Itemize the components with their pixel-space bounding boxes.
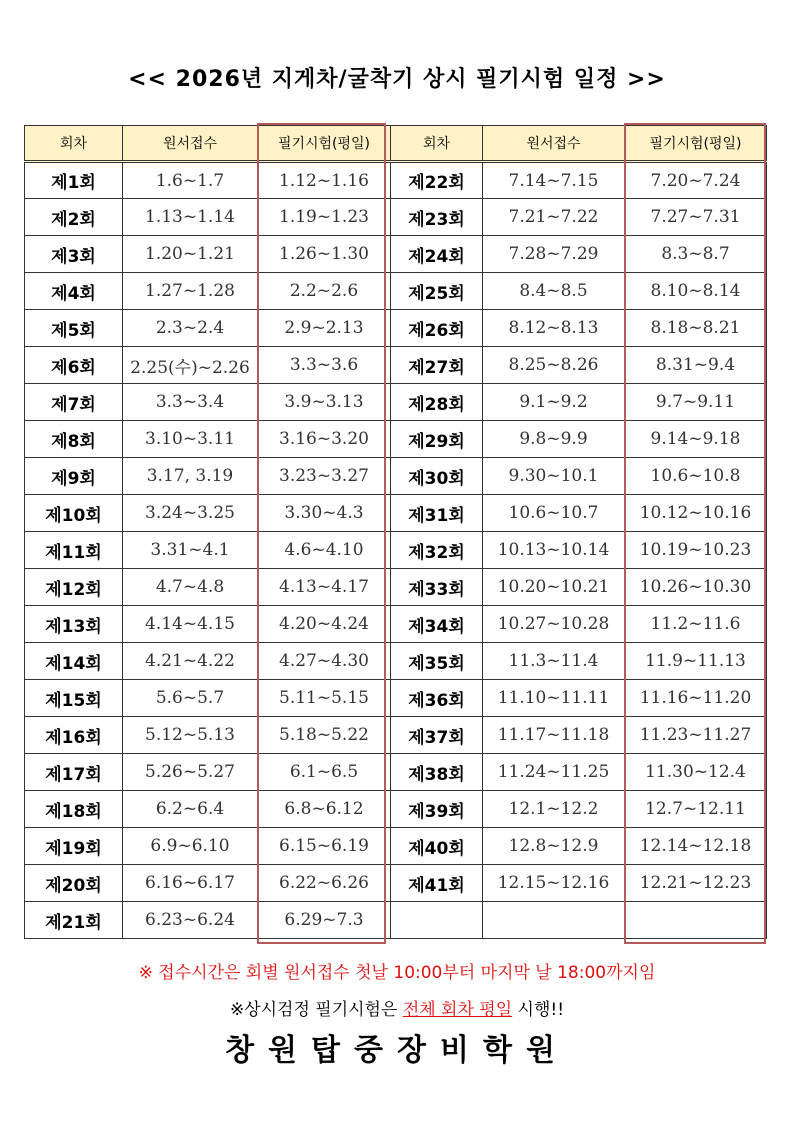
cell-exam-left: 1.19~1.23 (258, 199, 391, 236)
table-row (25, 310, 767, 347)
table-row (25, 162, 767, 199)
cell-exam-right: 8.10~8.14 (625, 273, 767, 310)
schedule-body (25, 162, 767, 939)
header-application-right: 원서접수 (483, 126, 625, 162)
header-exam-right: 필기시험(평일) (625, 126, 767, 162)
cell-round-left: 제11회 (25, 532, 123, 569)
reception-time-note: ※ 접수시간은 회별 원서접수 첫날 10:00부터 마지막 날 18:00까지임 (138, 963, 656, 983)
table-row (25, 495, 767, 532)
cell-exam-left: 4.27~4.30 (258, 643, 391, 680)
cell-exam-left: 5.18~5.22 (258, 717, 391, 754)
cell-round-left: 제16회 (25, 717, 123, 754)
cell-exam-left: 1.26~1.30 (258, 236, 391, 273)
cell-exam-left: 4.13~4.17 (258, 569, 391, 606)
table-row (25, 199, 767, 236)
cell-exam-right: 10.12~10.16 (625, 495, 767, 532)
cell-round-right: 제24회 (391, 236, 483, 273)
cell-exam-right: 10.26~10.30 (625, 569, 767, 606)
cell-round-right: 제32회 (391, 532, 483, 569)
cell-exam-left: 1.12~1.16 (258, 162, 391, 199)
cell-application-left: 3.17, 3.19 (123, 458, 258, 495)
cell-exam-right: 11.16~11.20 (625, 680, 767, 717)
cell-exam-left: 6.29~7.3 (258, 902, 391, 939)
cell-round-right (391, 902, 483, 939)
cell-application-left: 3.24~3.25 (123, 495, 258, 532)
cell-application-right: 10.13~10.14 (483, 532, 625, 569)
cell-round-right: 제29회 (391, 421, 483, 458)
cell-round-right: 제41회 (391, 865, 483, 902)
cell-round-left: 제2회 (25, 199, 123, 236)
cell-application-left: 6.2~6.4 (123, 791, 258, 828)
table-row (25, 458, 767, 495)
cell-application-left: 4.14~4.15 (123, 606, 258, 643)
cell-exam-right: 11.2~11.6 (625, 606, 767, 643)
cell-application-right (483, 902, 625, 939)
cell-exam-left: 3.16~3.20 (258, 421, 391, 458)
academy-name: 창원탑중장비학원 (225, 1033, 569, 1068)
cell-round-left: 제14회 (25, 643, 123, 680)
cell-application-left: 6.9~6.10 (123, 828, 258, 865)
schedule-table (24, 125, 767, 939)
header-application-left: 원서접수 (123, 126, 258, 162)
cell-round-right: 제28회 (391, 384, 483, 421)
cell-application-left: 6.23~6.24 (123, 902, 258, 939)
cell-application-right: 11.3~11.4 (483, 643, 625, 680)
cell-round-right: 제27회 (391, 347, 483, 384)
table-row (25, 717, 767, 754)
table-row (25, 384, 767, 421)
cell-application-left: 5.26~5.27 (123, 754, 258, 791)
cell-round-left: 제13회 (25, 606, 123, 643)
weekday-exam-note (0, 995, 794, 1020)
cell-application-right: 12.1~12.2 (483, 791, 625, 828)
cell-round-right: 제37회 (391, 717, 483, 754)
table-row (25, 273, 767, 310)
cell-application-right: 12.8~12.9 (483, 828, 625, 865)
cell-round-right: 제38회 (391, 754, 483, 791)
cell-round-right: 제22회 (391, 162, 483, 199)
cell-application-right: 7.14~7.15 (483, 162, 625, 199)
cell-application-right: 11.17~11.18 (483, 717, 625, 754)
cell-round-left: 제3회 (25, 236, 123, 273)
cell-exam-left: 6.8~6.12 (258, 791, 391, 828)
weekday-note-suffix: 시행!! (512, 1000, 565, 1020)
cell-round-right: 제25회 (391, 273, 483, 310)
cell-round-right: 제40회 (391, 828, 483, 865)
cell-round-left: 제17회 (25, 754, 123, 791)
cell-exam-right: 9.7~9.11 (625, 384, 767, 421)
cell-application-right: 8.25~8.26 (483, 347, 625, 384)
cell-application-right: 9.30~10.1 (483, 458, 625, 495)
cell-exam-left: 2.2~2.6 (258, 273, 391, 310)
cell-application-left: 4.7~4.8 (123, 569, 258, 606)
cell-application-left: 2.3~2.4 (123, 310, 258, 347)
cell-exam-right: 11.23~11.27 (625, 717, 767, 754)
cell-exam-left: 4.6~4.10 (258, 532, 391, 569)
cell-round-right: 제26회 (391, 310, 483, 347)
cell-exam-right: 10.19~10.23 (625, 532, 767, 569)
cell-round-right: 제31회 (391, 495, 483, 532)
cell-round-left: 제10회 (25, 495, 123, 532)
header-round-left: 회차 (25, 126, 123, 162)
cell-application-left: 1.6~1.7 (123, 162, 258, 199)
cell-exam-right: 8.31~9.4 (625, 347, 767, 384)
table-row (25, 791, 767, 828)
cell-application-right: 7.21~7.22 (483, 199, 625, 236)
cell-application-left: 2.25(수)~2.26 (123, 347, 258, 384)
header-round-right: 회차 (391, 126, 483, 162)
cell-exam-left: 3.3~3.6 (258, 347, 391, 384)
weekday-note-prefix: ※상시검정 필기시험은 (229, 1000, 403, 1020)
table-row (25, 532, 767, 569)
cell-application-right: 8.12~8.13 (483, 310, 625, 347)
table-header-row (25, 126, 767, 162)
cell-round-left: 제21회 (25, 902, 123, 939)
cell-round-left: 제18회 (25, 791, 123, 828)
cell-application-left: 1.27~1.28 (123, 273, 258, 310)
cell-application-right: 8.4~8.5 (483, 273, 625, 310)
cell-application-left: 3.10~3.11 (123, 421, 258, 458)
cell-round-right: 제35회 (391, 643, 483, 680)
cell-application-right: 10.6~10.7 (483, 495, 625, 532)
cell-round-left: 제15회 (25, 680, 123, 717)
cell-exam-right: 12.21~12.23 (625, 865, 767, 902)
cell-exam-right: 8.3~8.7 (625, 236, 767, 273)
cell-round-left: 제6회 (25, 347, 123, 384)
cell-exam-right: 12.7~12.11 (625, 791, 767, 828)
cell-application-left: 3.3~3.4 (123, 384, 258, 421)
cell-exam-right: 7.20~7.24 (625, 162, 767, 199)
cell-round-left: 제9회 (25, 458, 123, 495)
cell-application-left: 4.21~4.22 (123, 643, 258, 680)
cell-application-right: 9.8~9.9 (483, 421, 625, 458)
cell-application-left: 1.20~1.21 (123, 236, 258, 273)
cell-round-right: 제34회 (391, 606, 483, 643)
cell-exam-left: 3.30~4.3 (258, 495, 391, 532)
page-title: << 2026년 지게차/굴착기 상시 필기시험 일정 >> (128, 67, 666, 92)
weekday-note-highlight: 전체 회차 평일 (402, 1000, 513, 1020)
cell-exam-right: 12.14~12.18 (625, 828, 767, 865)
cell-round-right: 제30회 (391, 458, 483, 495)
cell-round-left: 제1회 (25, 162, 123, 199)
cell-exam-left: 4.20~4.24 (258, 606, 391, 643)
cell-round-left: 제19회 (25, 828, 123, 865)
cell-application-left: 5.12~5.13 (123, 717, 258, 754)
cell-round-left: 제4회 (25, 273, 123, 310)
table-row (25, 828, 767, 865)
table-row (25, 236, 767, 273)
table-row (25, 680, 767, 717)
cell-round-right: 제23회 (391, 199, 483, 236)
cell-round-left: 제20회 (25, 865, 123, 902)
table-row (25, 347, 767, 384)
cell-round-left: 제5회 (25, 310, 123, 347)
cell-exam-right: 11.30~12.4 (625, 754, 767, 791)
cell-application-right: 12.15~12.16 (483, 865, 625, 902)
cell-exam-left: 3.23~3.27 (258, 458, 391, 495)
cell-exam-right: 8.18~8.21 (625, 310, 767, 347)
cell-exam-right (625, 902, 767, 939)
cell-application-left: 1.13~1.14 (123, 199, 258, 236)
table-row (25, 421, 767, 458)
cell-exam-right: 11.9~11.13 (625, 643, 767, 680)
cell-exam-right: 10.6~10.8 (625, 458, 767, 495)
table-row (25, 606, 767, 643)
cell-round-left: 제8회 (25, 421, 123, 458)
table-row (25, 902, 767, 939)
cell-exam-left: 6.1~6.5 (258, 754, 391, 791)
cell-exam-left: 5.11~5.15 (258, 680, 391, 717)
cell-application-right: 11.24~11.25 (483, 754, 625, 791)
cell-exam-left: 2.9~2.13 (258, 310, 391, 347)
cell-application-left: 3.31~4.1 (123, 532, 258, 569)
table-row (25, 643, 767, 680)
cell-exam-left: 6.15~6.19 (258, 828, 391, 865)
cell-exam-left: 3.9~3.13 (258, 384, 391, 421)
cell-application-left: 6.16~6.17 (123, 865, 258, 902)
table-row (25, 865, 767, 902)
cell-round-right: 제39회 (391, 791, 483, 828)
cell-application-right: 9.1~9.2 (483, 384, 625, 421)
cell-round-right: 제33회 (391, 569, 483, 606)
table-row (25, 754, 767, 791)
cell-exam-left: 6.22~6.26 (258, 865, 391, 902)
cell-application-right: 11.10~11.11 (483, 680, 625, 717)
cell-application-right: 7.28~7.29 (483, 236, 625, 273)
cell-round-left: 제7회 (25, 384, 123, 421)
cell-exam-right: 9.14~9.18 (625, 421, 767, 458)
table-row (25, 569, 767, 606)
header-exam-left: 필기시험(평일) (258, 126, 391, 162)
cell-exam-right: 7.27~7.31 (625, 199, 767, 236)
cell-application-left: 5.6~5.7 (123, 680, 258, 717)
cell-round-left: 제12회 (25, 569, 123, 606)
cell-round-right: 제36회 (391, 680, 483, 717)
cell-application-right: 10.20~10.21 (483, 569, 625, 606)
cell-application-right: 10.27~10.28 (483, 606, 625, 643)
